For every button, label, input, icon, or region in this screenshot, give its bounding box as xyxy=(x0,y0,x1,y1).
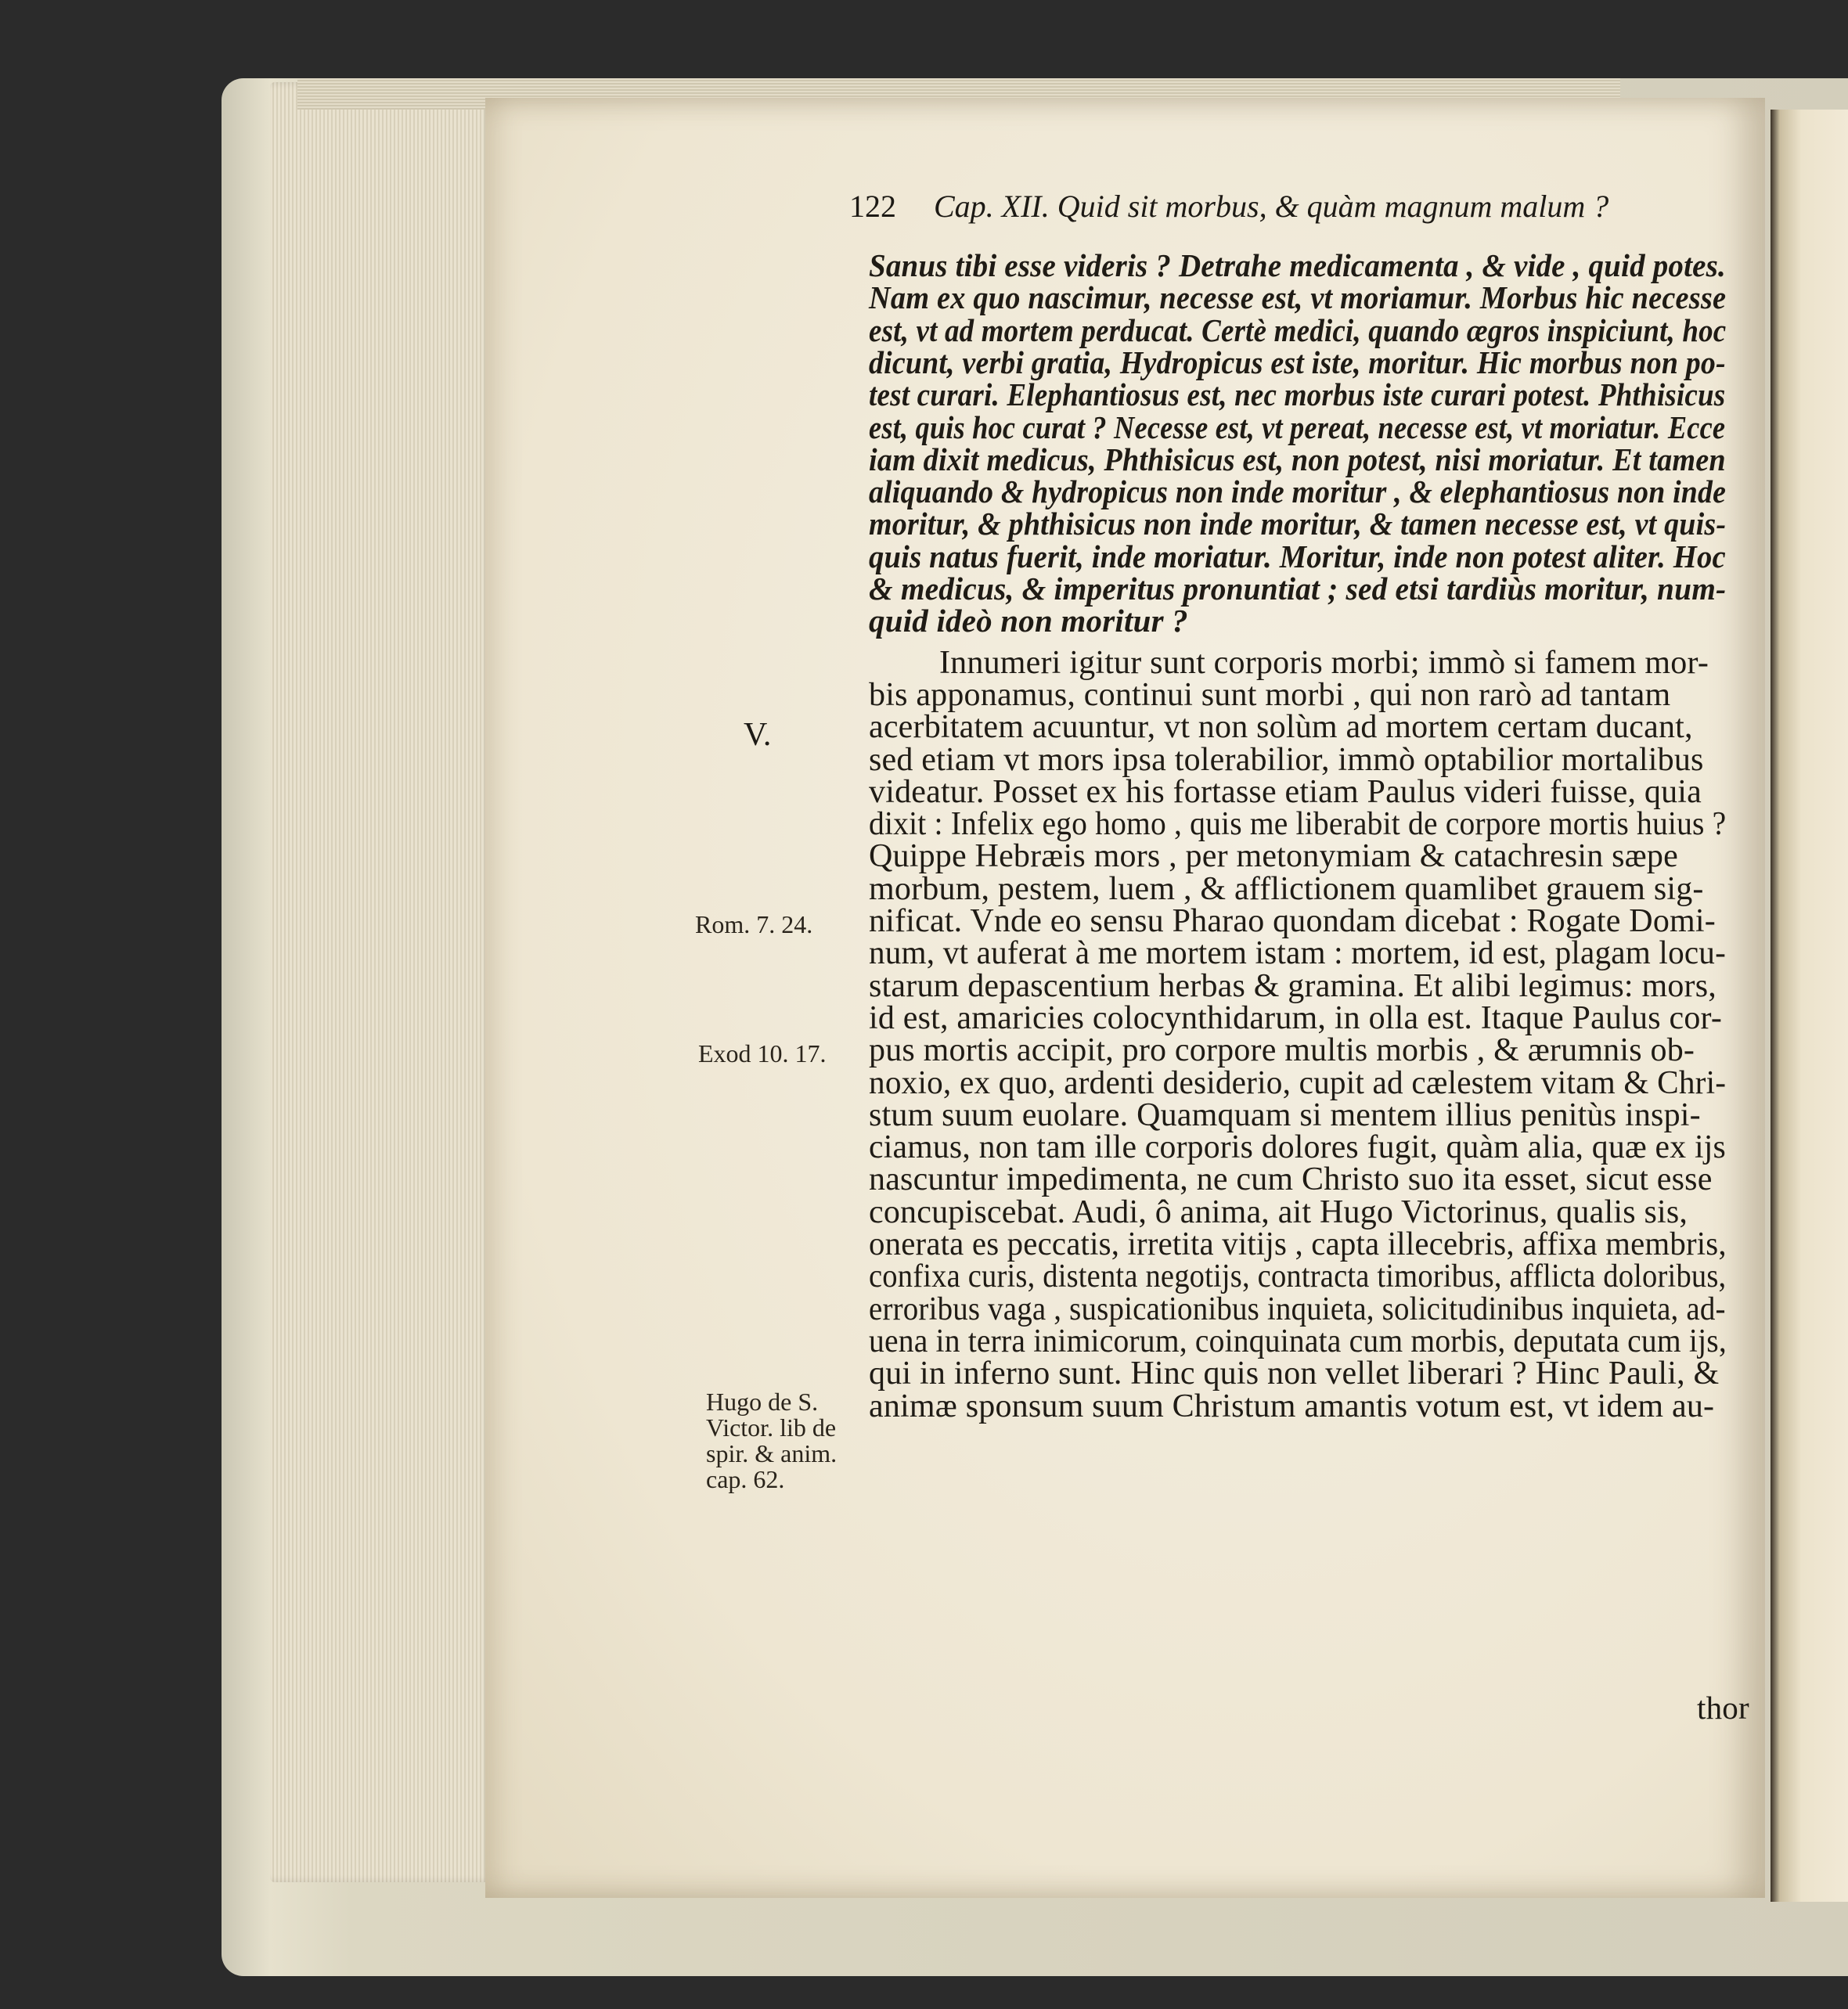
section-marker: V. xyxy=(744,717,772,753)
body-line: & medicus, & imperitus pronuntiat ; sed etsi tardiùs moritur, num- xyxy=(869,571,1727,607)
chapter-title: Cap. XII. Quid sit morbus, & quàm magnum malum ? xyxy=(934,189,1609,224)
body-line: erroribus vaga , suspicationibus inquieta, solicitudinibus inquieta, ad- xyxy=(869,1291,1726,1327)
body-line: est, vt ad mortem perducat. Certè medici, quando ægros inspiciunt, hoc xyxy=(869,312,1727,348)
body-line: num, vt auferat à me mortem istam : mortem, id est, plagam locu- xyxy=(869,935,1726,971)
catchword: thor xyxy=(1697,1690,1749,1726)
body-line: nificat. Vnde eo sensu Pharao quondam dicebat : Rogate Domi- xyxy=(869,903,1716,939)
body-line: quis natus fuerit, inde moriatur. Moritur, inde non potest aliter. Hoc xyxy=(869,538,1726,574)
body-line: aliquando & hydropicus non inde moritur , & elephantiosus non inde xyxy=(869,473,1727,509)
body-line: confixa curis, distenta negotijs, contracta timoribus, afflicta doloribus, xyxy=(869,1258,1727,1294)
body-line: morbum, pestem, luem , & afflictionem quamlibet grauem sig- xyxy=(869,871,1704,907)
running-head xyxy=(849,188,1608,225)
body-line: qui in inferno sunt. Hinc quis non vellet liberari ? Hinc Pauli, & xyxy=(869,1356,1720,1392)
body-line: Sanus tibi esse videris ? Detrahe medicamenta , & vide , quid potes. xyxy=(869,247,1726,283)
body-line: nascuntur impedimenta, ne cum Christo suo ita esset, sicut esse xyxy=(869,1161,1713,1197)
body-line: concupiscebat. Audi, ô anima, ait Hugo Victorinus, qualis sis, xyxy=(869,1194,1688,1230)
body-line: uena in terra inimicorum, coinquinata cum morbis, deputata cum ijs, xyxy=(869,1323,1727,1359)
body-line: Quippe Hebræis mors , per metonymiam & catachresin sæpe xyxy=(869,838,1678,874)
body-line: iam dixit medicus, Phthisicus est, non potest, nisi moriatur. Et tamen xyxy=(869,441,1726,477)
margin-note-hugo-1: Hugo de S. xyxy=(706,1388,819,1416)
body-line: onerata es peccatis, irretita vitijs , capta illecebris, affixa membris, xyxy=(869,1226,1727,1262)
body-line: starum depascentium herbas & gramina. Et alibi legimus: mors, xyxy=(869,968,1717,1004)
page-number: 122 xyxy=(849,189,896,224)
body-line: dixit : Infelix ego homo , quis me liberabit de corpore mortis huius ? xyxy=(869,806,1727,842)
body-line: stum suum euolare. Quamquam si mentem illius penitùs inspi- xyxy=(869,1097,1701,1133)
margin-note-romans: Rom. 7. 24. xyxy=(695,910,813,938)
body-line: ciamus, non tam ille corporis dolores fugit, quàm alia, quæ ex ijs xyxy=(869,1129,1726,1165)
body-line: moritur, & phthisicus non inde moritur, & tamen necesse est, vt quis- xyxy=(869,506,1727,542)
body-line: Innumeri igitur sunt corporis morbi; immò si famem mor- xyxy=(939,645,1709,681)
body-line: dicunt, verbi gratia, Hydropicus est iste, moritur. Hic morbus non po- xyxy=(869,344,1726,380)
margin-note-hugo-2: Victor. lib de xyxy=(706,1413,837,1442)
body-line: sed etiam vt mors ipsa tolerabilior, immò optabilior mortalibus xyxy=(869,742,1704,778)
body-line: id est, amaricies colocynthidarum, in olla est. Itaque Paulus cor- xyxy=(869,1000,1723,1036)
body-line: acerbitatem acuuntur, vt non solùm ad mortem certam ducant, xyxy=(869,709,1693,745)
body-line: bis apponamus, continui sunt morbi , qui non rarò ad tantam xyxy=(869,677,1671,713)
body-line: videatur. Posset ex his fortasse etiam Paulus videri fuisse, quia xyxy=(869,774,1702,810)
margin-note-hugo-4: cap. 62. xyxy=(706,1465,785,1493)
margin-note-hugo-3: spir. & anim. xyxy=(706,1439,838,1467)
body-line: pus mortis accipit, pro corpore multis morbis , & ærumnis ob- xyxy=(869,1032,1695,1068)
body-line: quid ideò non moritur ? xyxy=(869,603,1188,639)
body-line: Nam ex quo nascimur, necesse est, vt moriamur. Morbus hic necesse xyxy=(869,279,1727,315)
body-line: est, quis hoc curat ? Necesse est, vt pereat, necesse est, vt moriatur. Ecce xyxy=(869,409,1726,445)
body-line: animæ sponsum suum Christum amantis votum est, vt idem au- xyxy=(869,1388,1715,1424)
body-line: noxio, ex quo, ardenti desiderio, cupit ad cælestem vitam & Chri- xyxy=(869,1065,1727,1101)
facing-page-edge xyxy=(1771,110,1848,1902)
margin-note-exodus: Exod 10. 17. xyxy=(698,1039,827,1068)
page-edges-stack xyxy=(270,82,493,1882)
body-line: test curari. Elephantiosus est, nec morbus iste curari potest. Phthisicus xyxy=(869,376,1726,412)
